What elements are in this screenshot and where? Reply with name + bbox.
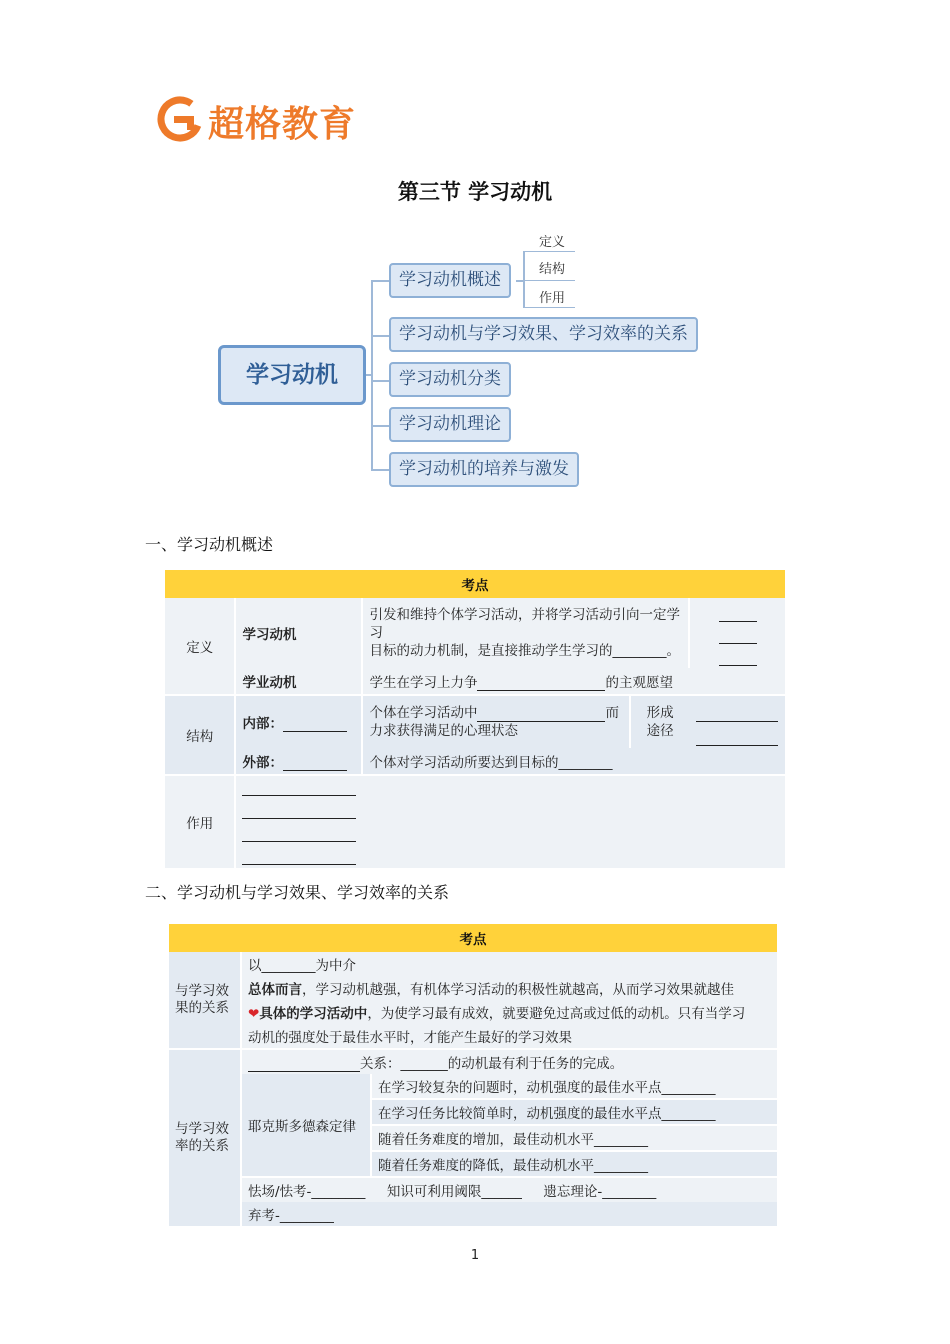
inner-label: 内部： — [242, 716, 283, 732]
academic-motivation-text — [362, 668, 785, 695]
blank-line — [242, 804, 356, 819]
mindmap-connector — [371, 335, 389, 337]
effect-line4: 动机的强度处于最佳水平时，才能产生最好的学习效果 — [241, 1024, 777, 1049]
efficiency-label-a: 与学习效 — [175, 1121, 229, 1137]
blank-line — [696, 707, 778, 722]
blank-line — [248, 1057, 360, 1072]
definition-line2: 目标的动力机制，是直接推动学生学习的________。 — [369, 643, 680, 659]
row-label-definition: 定义 — [165, 598, 235, 695]
mindmap-branch-classification: 学习动机分类 — [389, 362, 511, 397]
function-blank — [235, 775, 362, 799]
law-item: 在学习任务比较简单时，动机强度的最佳水平点________ — [371, 1099, 777, 1125]
mindmap-connector — [371, 280, 373, 470]
give-up-exam: 弃考-________ — [241, 1202, 777, 1226]
structure-outer — [235, 748, 362, 775]
academic-text-b: 的主观愿望 — [605, 675, 673, 691]
formation-label-b: 途径 — [646, 723, 674, 739]
definition-blanks — [689, 598, 785, 668]
blank-line — [477, 676, 605, 691]
forgetting-theory: 遗忘理论-________ — [543, 1184, 657, 1200]
mindmap-branch-cultivation: 学习动机的培养与激发 — [389, 452, 579, 487]
blank-line — [283, 717, 347, 732]
law-item: 在学习较复杂的问题时，动机强度的最佳水平点________ — [371, 1074, 777, 1099]
efficiency-label-b: 率的关系 — [175, 1138, 229, 1154]
term-learning-motivation: 学习动机 — [235, 598, 362, 668]
effect-line2-bold: 总体而言 — [248, 982, 302, 998]
mindmap-connector — [371, 425, 389, 427]
blank-line — [696, 731, 778, 746]
mindmap-leaf-structure: 结构 — [539, 262, 566, 277]
mindmap-connector — [523, 307, 575, 308]
inner-text-c: 力求获得满足的心理状态 — [369, 723, 518, 739]
mindmap-connector — [523, 251, 575, 252]
section2-heading: 二、学习动机与学习效果、学习效率的关系 — [145, 883, 450, 902]
function-blank — [235, 799, 362, 822]
section1-heading: 一、学习动机概述 — [145, 535, 274, 554]
formation-blanks — [689, 695, 785, 748]
inner-text-a: 个体在学习活动中 — [369, 705, 478, 721]
blank-line — [242, 827, 356, 842]
blank-line — [719, 607, 757, 622]
formation-label — [630, 695, 689, 748]
page-number: 1 — [470, 1248, 480, 1263]
effect-line1: 以________为中介 — [241, 952, 777, 976]
relation-line — [241, 1049, 777, 1074]
blank-line — [477, 707, 605, 722]
inner-text-b: 而 — [605, 705, 619, 721]
mindmap-connector — [523, 280, 575, 281]
law-item: 随着任务难度的降低，最佳动机水平________ — [371, 1151, 777, 1177]
yerkes-dodson-label: 耶克斯多德森定律 — [241, 1074, 371, 1177]
table-header: 考点 — [165, 570, 785, 598]
structure-inner — [235, 695, 362, 748]
effect-line2 — [241, 976, 777, 1000]
page-title: 第三节 学习动机 — [397, 180, 553, 204]
mindmap-leaf-function: 作用 — [539, 291, 566, 306]
law-item: 随着任务难度的增加，最佳动机水平________ — [371, 1125, 777, 1151]
academic-text-a: 学生在学习上力争 — [369, 675, 478, 691]
mindmap-root: 学习动机 — [218, 345, 366, 405]
definition-line1: 引发和维持个体学习活动，并将学习活动引向一定学习 — [369, 607, 680, 641]
effect-label-b: 果的关系 — [175, 1000, 229, 1016]
row-label-structure: 结构 — [165, 695, 235, 775]
effect-line2-text: ，学习动机越强，有机体学习活动的积极性就越高，从而学习效果就越佳 — [302, 982, 734, 998]
row-label-effect — [169, 952, 241, 1049]
mindmap-branch-theory: 学习动机理论 — [389, 407, 511, 442]
row-label-efficiency — [169, 1049, 241, 1226]
mindmap-connector — [371, 380, 389, 382]
blank-line — [719, 629, 757, 644]
mindmap-leaf-definition: 定义 — [539, 235, 566, 250]
section2-table — [169, 924, 777, 1226]
blank-line — [242, 850, 356, 865]
row-label-function: 作用 — [165, 775, 235, 868]
blank-line — [283, 756, 347, 771]
effect-label-a: 与学习效 — [175, 983, 229, 999]
mindmap-branch-overview: 学习动机概述 — [389, 263, 511, 298]
mindmap-connector — [371, 280, 389, 282]
effect-line3 — [241, 1000, 777, 1024]
outer-label: 外部： — [242, 755, 283, 771]
brand-name: 超格教育 — [208, 104, 357, 145]
blank-line — [242, 781, 356, 796]
definition-text — [362, 598, 689, 668]
mindmap-connector — [371, 469, 389, 471]
mindmap-connector — [523, 251, 525, 307]
stage-fright: 怯场/怯考-________ — [248, 1184, 366, 1200]
term-academic-motivation: 学业动机 — [235, 668, 362, 695]
extra-line — [241, 1177, 777, 1202]
function-blank — [235, 845, 362, 868]
formation-label-a: 形成 — [646, 705, 674, 721]
table-header: 考点 — [169, 924, 777, 952]
outer-text: 个体对学习活动所要达到目标的________ — [362, 748, 785, 775]
function-blank — [235, 822, 362, 845]
section1-table — [165, 570, 785, 868]
structure-inner-text — [362, 695, 630, 748]
heart-icon: ❤ — [248, 1006, 260, 1022]
relation-text: 关系：_______的动机最有利于任务的完成。 — [360, 1056, 624, 1072]
effect-line3-text: ，为使学习最有成效，就要避免过高或过低的动机。只有当学习 — [367, 1006, 746, 1022]
blank-line — [719, 651, 757, 666]
knowledge-threshold: 知识可利用阈限______ — [386, 1184, 522, 1200]
effect-line3-bold: 具体的学习活动中 — [259, 1006, 368, 1022]
mindmap-branch-relation: 学习动机与学习效果、学习效率的关系 — [389, 317, 698, 352]
